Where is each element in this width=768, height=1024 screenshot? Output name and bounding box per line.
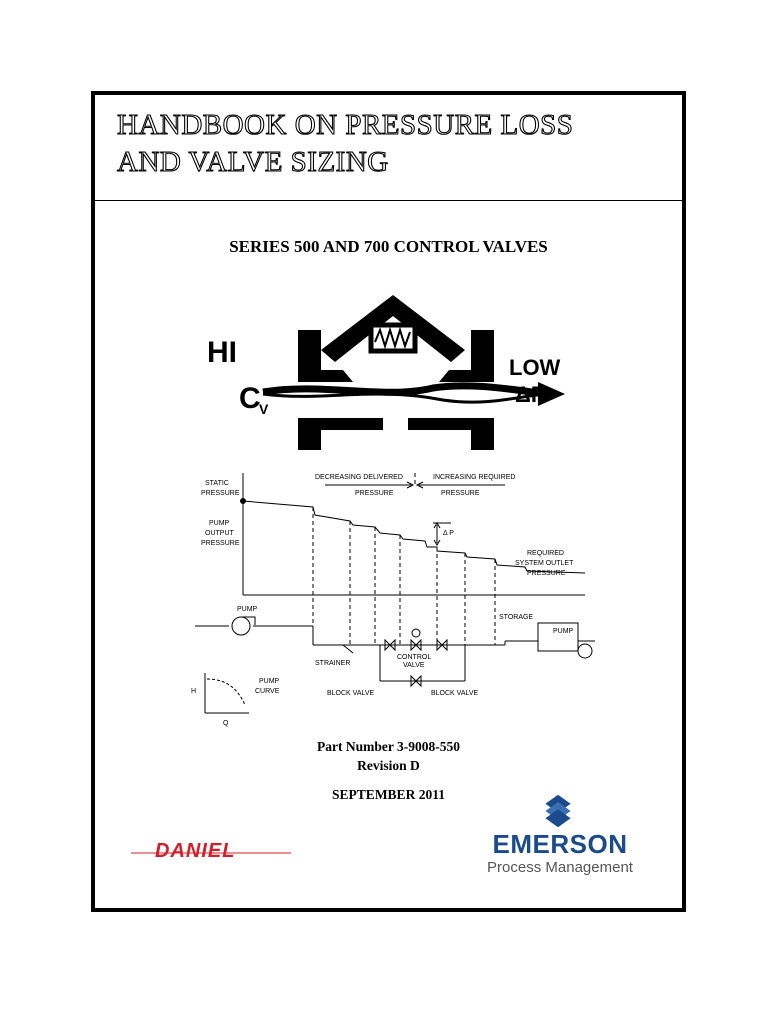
label-pump-output-2: OUTPUT [205,530,234,537]
valve-hi-label: HI [207,336,237,369]
label-strainer: STRAINER [315,660,351,667]
label-pump-left: PUMP [237,606,258,613]
label-control-valve-2: VALVE [403,662,425,669]
label-delta-p: Δ P [443,530,454,537]
valve-cv-label: C [239,382,261,415]
valve-low-label: LOW [509,355,561,380]
emerson-logo [475,793,645,883]
daniel-logo-text: DANIEL [155,840,236,862]
label-pump-curve-1: PUMP [259,678,280,685]
pressure-loss-diagram [175,473,605,763]
label-pump-curve-2: CURVE [255,688,280,695]
label-required-2: SYSTEM OUTLET [515,560,574,567]
label-block-valve-left: BLOCK VALVE [327,690,375,697]
valve-cv-subscript: V [259,401,269,417]
revision: Revision D [357,758,420,773]
label-control-valve-1: CONTROL [397,654,432,661]
label-static-pressure-2: PRESSURE [201,490,240,497]
publication-date: SEPTEMBER 2011 [332,787,445,802]
label-storage: STORAGE [499,614,534,621]
title-box [95,95,682,201]
label-axis-q: Q [223,720,229,727]
label-decreasing-2: PRESSURE [355,490,394,497]
cover-frame [91,91,686,912]
label-required-1: REQUIRED [527,550,564,557]
label-pump-right: PUMP [553,628,574,635]
label-static-pressure-1: STATIC [205,480,229,487]
part-number: Part Number 3-9008-550 [317,739,460,754]
label-decreasing-1: DECREASING DELIVERED [315,474,403,481]
title-line-2: AND VALVE SIZING [117,146,389,178]
title-line-1: HANDBOOK ON PRESSURE LOSS [117,109,574,141]
valve-delta-p-label: ΔP [515,382,546,407]
daniel-logo [131,835,301,865]
label-increasing-2: PRESSURE [441,490,480,497]
label-pump-output-3: PRESSURE [201,540,240,547]
document-subtitle: SERIES 500 AND 700 CONTROL VALVES [229,237,548,256]
label-block-valve-right: BLOCK VALVE [431,690,479,697]
label-axis-h: H [191,688,197,695]
document-title [117,107,573,181]
label-required-3: PRESSURE [527,570,566,577]
part-info [95,737,682,775]
emerson-mark-icon [540,793,576,829]
label-increasing-1: INCREASING REQUIRED [433,474,516,481]
valve-illustration [203,290,573,460]
label-pump-output-1: PUMP [209,520,230,527]
emerson-logo-subtitle: Process Management [487,859,633,876]
emerson-logo-text: EMERSON [492,829,628,859]
